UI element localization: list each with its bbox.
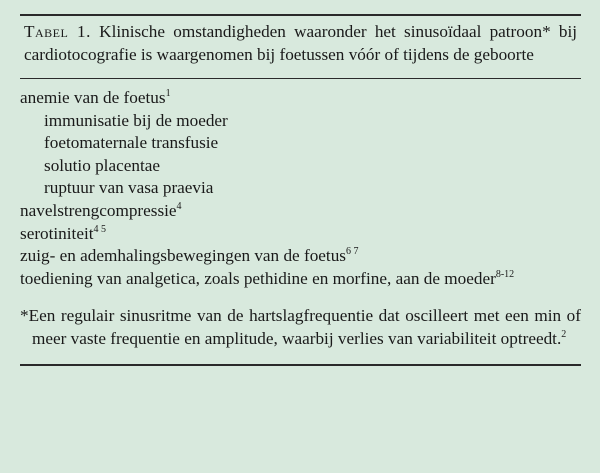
table-row: anemie van de foetus$^1$ bbox=[20, 88, 171, 107]
table-row: navelstrengcompressie$^4$ bbox=[20, 200, 182, 220]
table-footnote bbox=[20, 290, 581, 364]
table-row: foetomaternale transfusie bbox=[44, 133, 219, 153]
table-row: ruptuur van vasa praevia bbox=[44, 178, 214, 198]
reference: 6 7 bbox=[345, 246, 359, 258]
table-caption bbox=[20, 16, 581, 78]
clinical-table bbox=[20, 14, 581, 366]
reference: 2 bbox=[561, 329, 567, 341]
table-label: Tabel 1. bbox=[24, 22, 91, 41]
reference: 4 5 bbox=[93, 223, 107, 235]
table-row: immunisatie bij de moeder bbox=[44, 110, 228, 130]
reference: 8-12 bbox=[495, 268, 515, 280]
table-row: toediening van analgetica, zoals pethidine en morfine, aan de moeder$^{8-12}$ bbox=[20, 268, 515, 288]
reference: 1 bbox=[165, 88, 171, 99]
table-row: serotiniteit$^{4 5}$ bbox=[20, 223, 107, 243]
caption-text: Klinische omstandigheden waaronder het sinusoïdaal patroon* bij cardiotocografie is waargenomen bij foetussen vóór of tijdens de geboorte bbox=[24, 22, 578, 64]
reference: 4 bbox=[176, 200, 182, 212]
bottom-rule bbox=[20, 364, 581, 366]
table-row: zuig- en ademhalingsbewegingen van de foetus$^{6 7}$ bbox=[20, 246, 359, 266]
footnote-text: *Een regulair sinusritme van de hartslagfrequentie dat oscilleert met een min of meer vaste frequentie en amplitude, waarbij verlies van variabiliteit optreedt. bbox=[20, 306, 581, 349]
table-row: solutio placentae bbox=[44, 155, 160, 175]
table-body bbox=[20, 79, 581, 290]
